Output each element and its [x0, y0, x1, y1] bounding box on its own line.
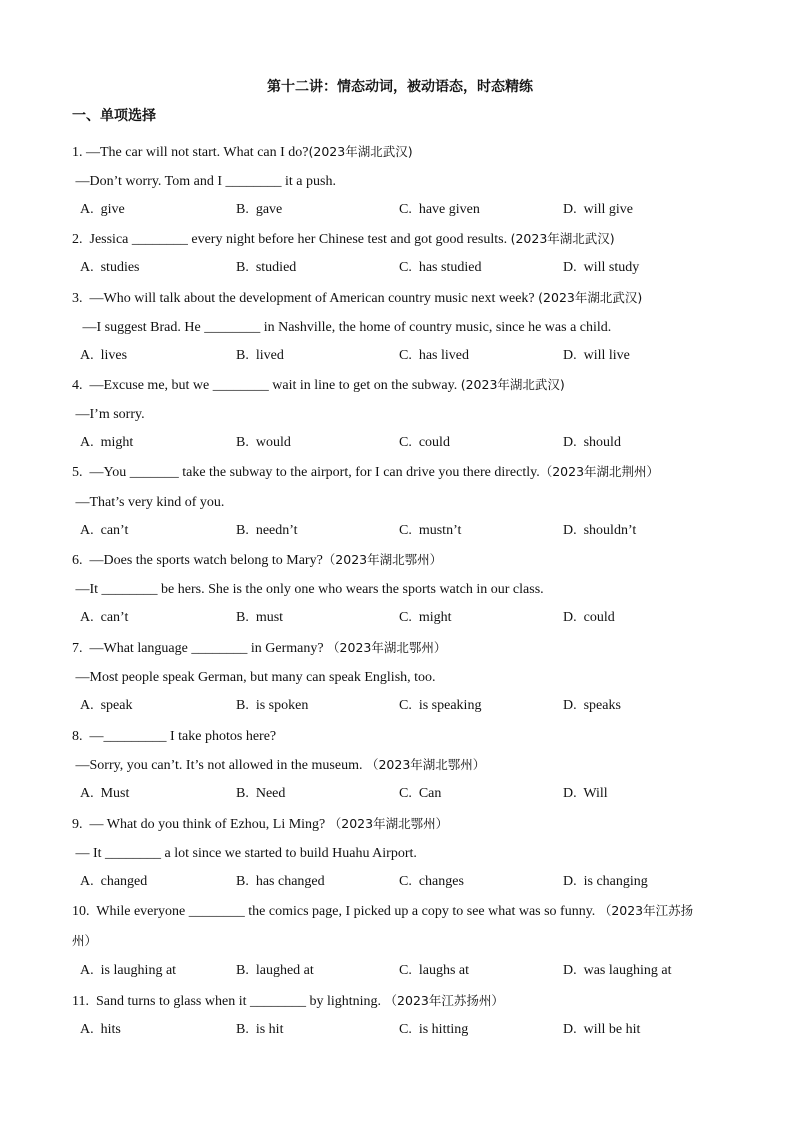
question-text: —Don’t worry. Tom and I ________ it a push. [72, 174, 336, 189]
question-7-option-b[interactable]: B. is spoken [236, 698, 309, 713]
question-2-option-c[interactable]: C. has studied [399, 260, 482, 275]
question-2-option-a[interactable]: A. studies [80, 260, 140, 275]
question-9-line-2 [72, 844, 417, 863]
question-9-option-d[interactable]: D. is changing [563, 874, 648, 889]
question-5-line-1 [72, 463, 659, 482]
question-1-line-1 [72, 143, 413, 162]
question-text: —I’m sorry. [72, 407, 145, 422]
question-5-line-2 [72, 493, 224, 512]
question-10-option-b[interactable]: B. laughed at [236, 963, 314, 978]
question-7-line-2 [72, 668, 436, 687]
question-3-option-d[interactable]: D. will live [563, 348, 630, 363]
question-4-option-a[interactable]: A. might [80, 435, 134, 450]
question-5-option-a[interactable]: A. can’t [80, 523, 129, 538]
question-10-option-c[interactable]: C. laughs at [399, 963, 469, 978]
question-text: —Sorry, you can’t. It’s not allowed in the museum. [72, 758, 366, 773]
question-1-line-2 [72, 172, 336, 191]
question-8-option-d[interactable]: D. Will [563, 786, 608, 801]
question-6-option-a[interactable]: A. can’t [80, 610, 129, 625]
question-source: （2023年湖北鄂州） [327, 640, 447, 655]
question-5-option-d[interactable]: D. shouldn’t [563, 523, 637, 538]
question-source: (2023年湖北武汉) [460, 377, 565, 392]
question-1-option-c[interactable]: C. have given [399, 202, 480, 217]
question-3-option-c[interactable]: C. has lived [399, 348, 469, 363]
question-4-option-c[interactable]: C. could [399, 435, 450, 450]
question-6-line-1 [72, 551, 442, 570]
question-text: —Most people speak German, but many can speak English, too. [72, 670, 436, 685]
question-8-option-b[interactable]: B. Need [236, 786, 286, 801]
question-11-option-d[interactable]: D. will be hit [563, 1022, 641, 1037]
question-3-option-a[interactable]: A. lives [80, 348, 128, 363]
question-9-line-1 [72, 815, 448, 834]
question-9-option-b[interactable]: B. has changed [236, 874, 325, 889]
question-4-option-b[interactable]: B. would [236, 435, 291, 450]
question-text: —That’s very kind of you. [72, 495, 225, 510]
question-11-option-b[interactable]: B. is hit [236, 1022, 284, 1037]
question-6-line-2 [72, 580, 544, 599]
question-7-option-c[interactable]: C. is speaking [399, 698, 482, 713]
question-source: 州） [72, 933, 98, 948]
question-source: (2023年湖北武汉) [538, 290, 643, 305]
question-10-option-a[interactable]: A. is laughing at [80, 963, 177, 978]
question-text: —I suggest Brad. He ________ in Nashville, the home of country music, since he was a child. [72, 320, 612, 335]
question-4-line-1 [72, 376, 565, 395]
question-8-option-a[interactable]: A. Must [80, 786, 130, 801]
question-source: （2023年江苏扬 [598, 903, 694, 918]
question-text: 9. — What do you think of Ezhou, Li Ming? [72, 817, 329, 832]
question-text: 11. Sand turns to glass when it ________ by lightning. [72, 994, 385, 1009]
question-text: 3. —Who will talk about the development of American country music next week? [72, 291, 539, 306]
question-10-line-2 [72, 932, 97, 951]
question-6-option-d[interactable]: D. could [563, 610, 615, 625]
question-5-option-b[interactable]: B. needn’t [236, 523, 298, 538]
question-text: 8. —_________ I take photos here? [72, 729, 277, 744]
question-3-option-b[interactable]: B. lived [236, 348, 284, 363]
page-title: 第十二讲：情态动词，被动语态，时态精练 [267, 79, 533, 95]
question-text: 10. While everyone ________ the comics page, I picked up a copy to see what was so funny. [72, 904, 599, 919]
question-text: 7. —What language ________ in Germany? [72, 641, 328, 656]
question-1-option-d[interactable]: D. will give [563, 202, 633, 217]
question-6-option-b[interactable]: B. must [236, 610, 284, 625]
question-8-option-c[interactable]: C. Can [399, 786, 442, 801]
question-text: 5. —You _______ take the subway to the airport, for I can drive you there directly. [72, 465, 540, 480]
question-text: 6. —Does the sports watch belong to Mary? [72, 553, 323, 568]
question-2-line-1 [72, 230, 615, 249]
question-7-line-1 [72, 639, 446, 658]
question-source: (2023年湖北武汉) [308, 144, 413, 159]
question-4-option-d[interactable]: D. should [563, 435, 621, 450]
question-9-option-a[interactable]: A. changed [80, 874, 148, 889]
question-source: （2023年江苏扬州） [384, 993, 504, 1008]
section-heading: 一、单项选择 [72, 108, 156, 124]
question-8-line-1 [72, 727, 276, 746]
question-source: （2023年湖北鄂州） [328, 816, 449, 831]
question-source: （2023年湖北鄂州） [365, 757, 486, 772]
question-source: （2023年湖北荆州） [539, 464, 660, 479]
question-11-option-a[interactable]: A. hits [80, 1022, 121, 1037]
question-9-option-c[interactable]: C. changes [399, 874, 464, 889]
question-2-option-d[interactable]: D. will study [563, 260, 640, 275]
question-text: —It ________ be hers. She is the only one who wears the sports watch in our class. [72, 582, 544, 597]
question-source: （2023年湖北鄂州） [322, 552, 443, 567]
question-text: 4. —Excuse me, but we ________ wait in line to get on the subway. [72, 378, 461, 393]
question-8-line-2 [72, 756, 485, 775]
question-11-option-c[interactable]: C. is hitting [399, 1022, 469, 1037]
question-5-option-c[interactable]: C. mustn’t [399, 523, 462, 538]
question-3-line-1 [72, 289, 642, 308]
question-10-line-1 [72, 902, 693, 921]
question-7-option-a[interactable]: A. speak [80, 698, 133, 713]
question-2-option-b[interactable]: B. studied [236, 260, 297, 275]
question-7-option-d[interactable]: D. speaks [563, 698, 621, 713]
question-1-option-a[interactable]: A. give [80, 202, 125, 217]
question-3-line-2 [72, 318, 611, 337]
question-text: — It ________ a lot since we started to build Huahu Airport. [72, 846, 417, 861]
question-10-option-d[interactable]: D. was laughing at [563, 963, 672, 978]
question-source: (2023年湖北武汉) [510, 231, 615, 246]
question-4-line-2 [72, 405, 145, 424]
question-1-option-b[interactable]: B. gave [236, 202, 283, 217]
question-6-option-c[interactable]: C. might [399, 610, 452, 625]
question-text: 1. —The car will not start. What can I do? [72, 145, 309, 160]
question-11-line-1 [72, 992, 504, 1011]
question-text: 2. Jessica ________ every night before her Chinese test and got good results. [72, 232, 511, 247]
